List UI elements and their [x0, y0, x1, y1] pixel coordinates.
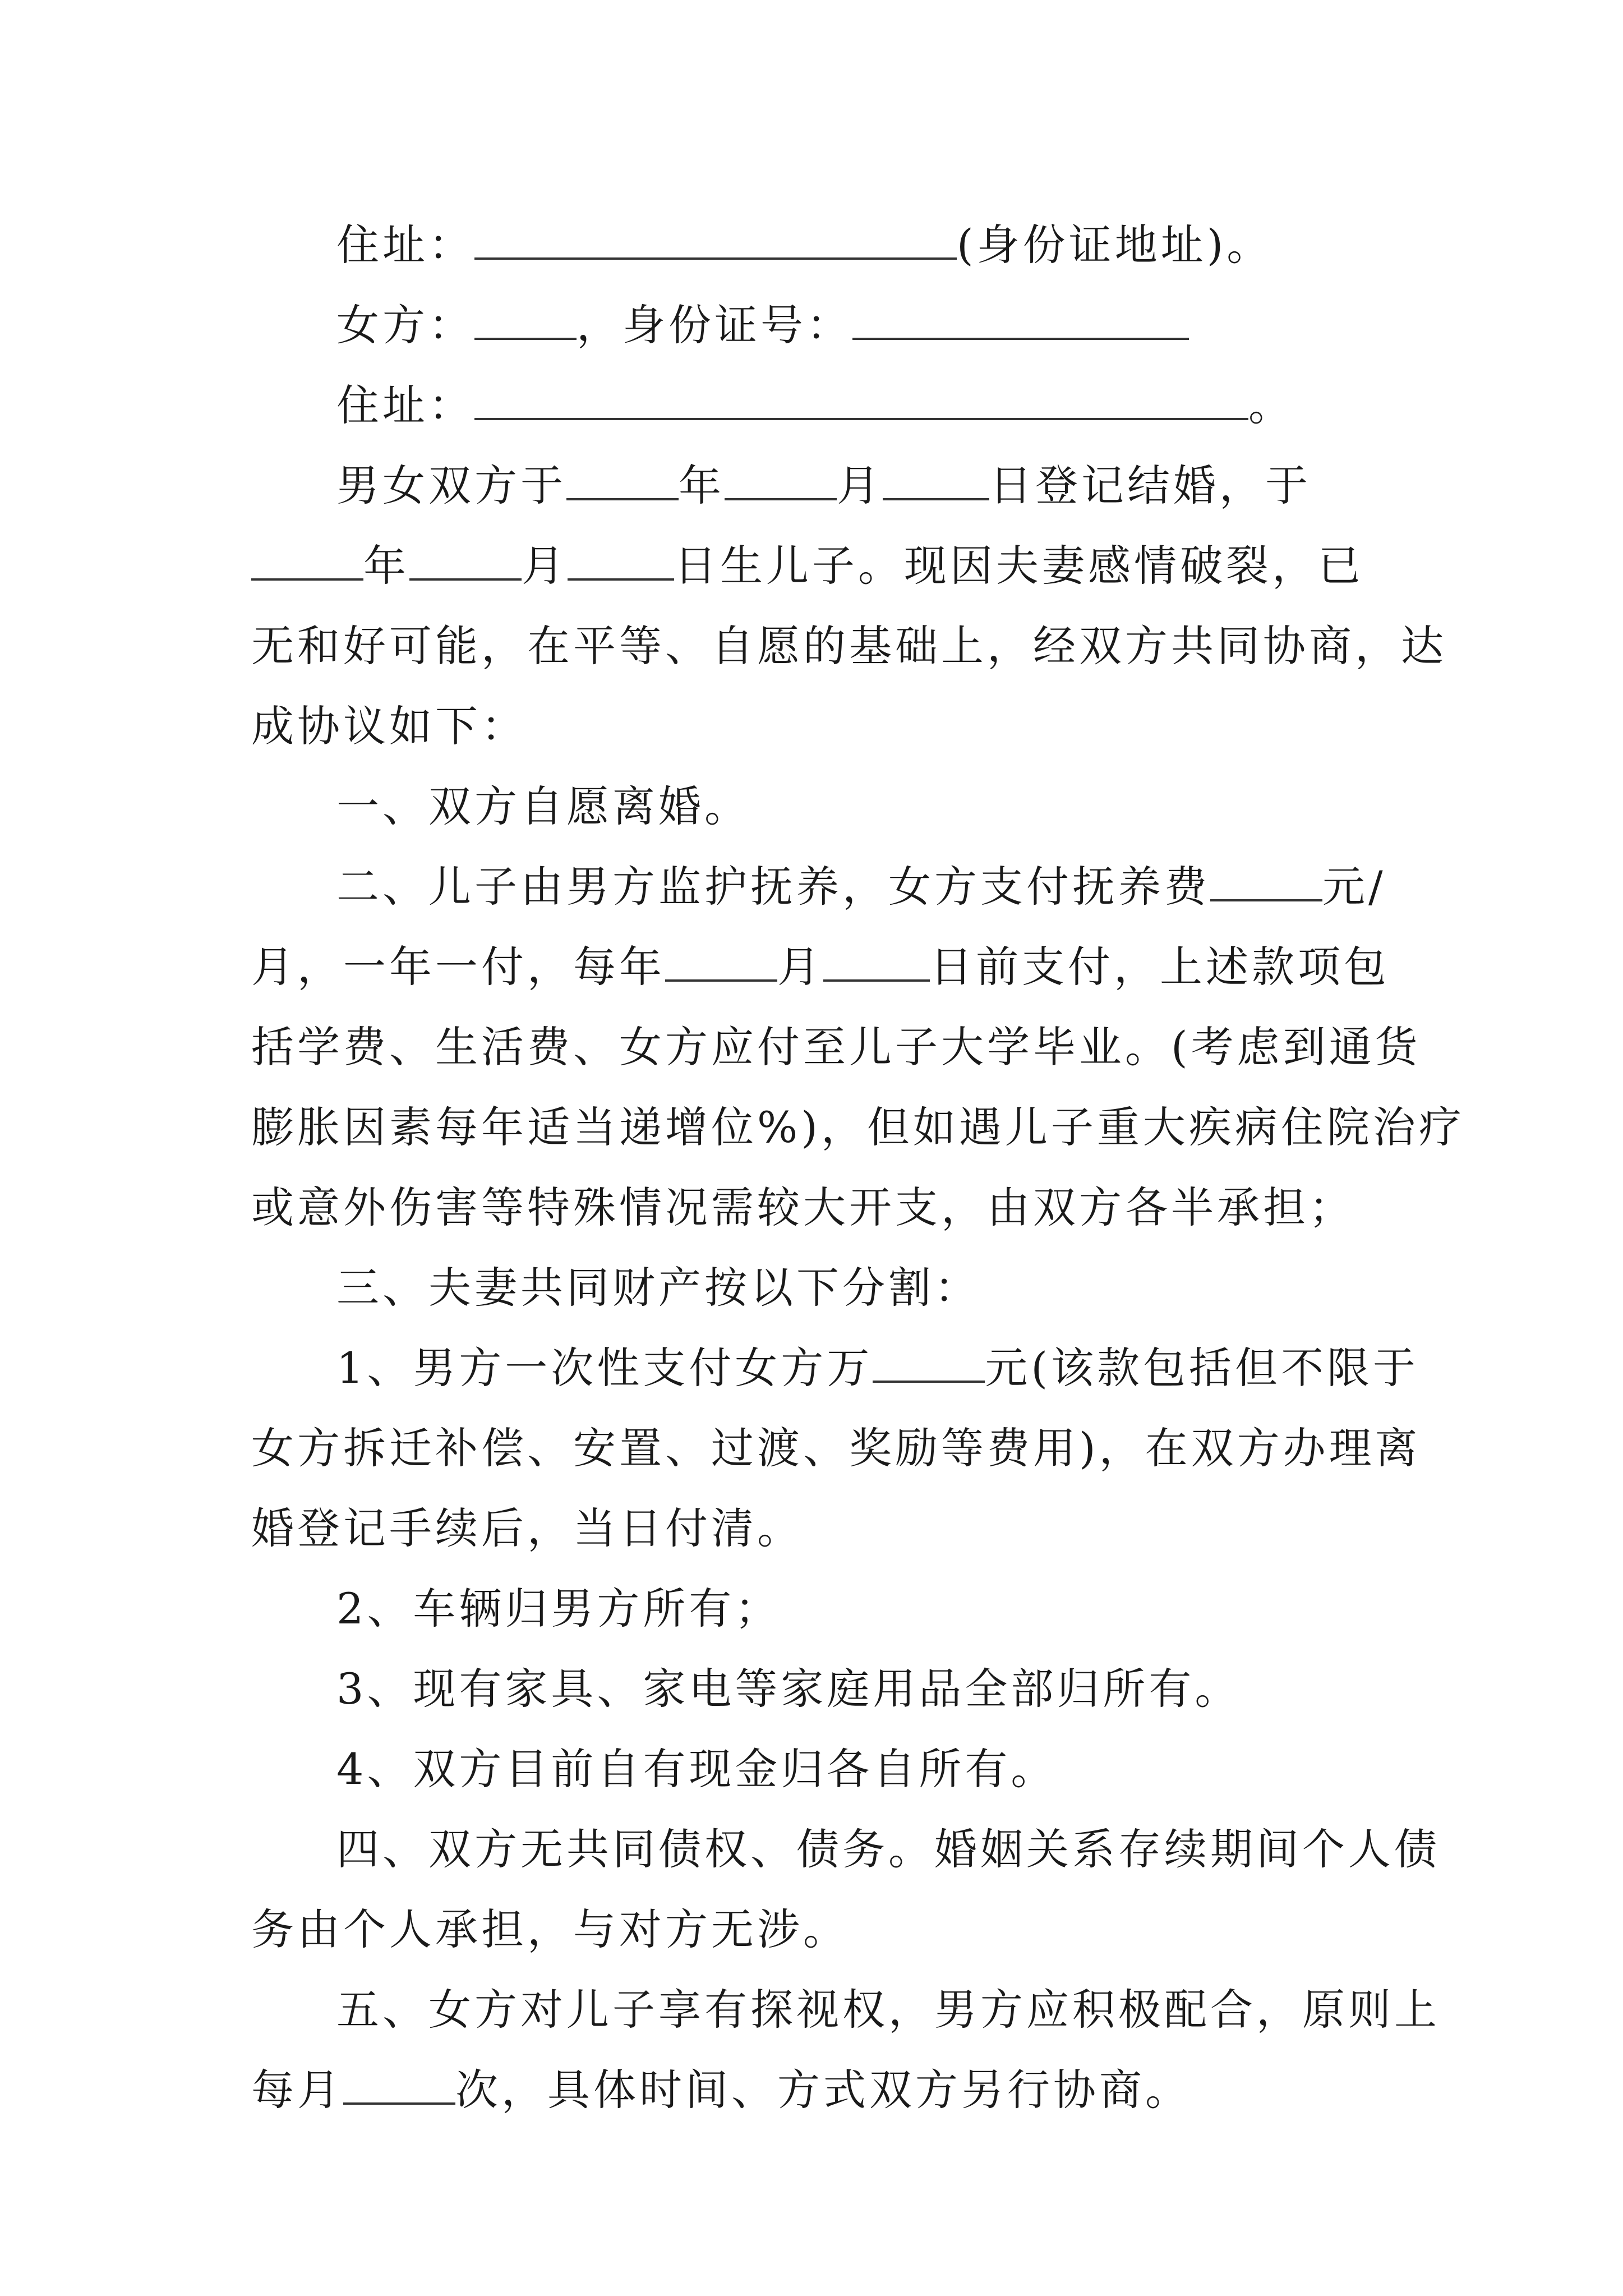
- male-address-line: [251, 205, 1384, 285]
- clause-3-3: 3、现有家具、家电等家庭用品全部归所有。: [336, 1664, 1241, 1714]
- lump-sum-blank[interactable]: [873, 1347, 985, 1383]
- clause-text: 日前支付，上述款项包: [930, 942, 1390, 992]
- clause-4-line-1: 四、双方无共同债权、债务。婚姻关系存续期间个人债: [336, 1824, 1440, 1874]
- clause-2-line-1: [251, 846, 1384, 927]
- female-address-label: 住址：: [336, 380, 474, 430]
- marriage-month-blank[interactable]: [725, 464, 837, 500]
- month-label: 月: [522, 541, 568, 591]
- year-label: 年: [363, 541, 409, 591]
- intro-text: 日生儿子。现因夫妻感情破裂，已: [674, 541, 1364, 591]
- clause-text: 二、儿子由男方监护抚养，女方支付抚养费: [336, 862, 1210, 912]
- clause-3-1-line-3: 婚登记手续后，当日付清。: [251, 1503, 803, 1553]
- intro-line-2: [251, 526, 1384, 606]
- intro-line-4: 成协议如下：: [251, 701, 527, 751]
- clause-3-1-line-2: 女方拆迁补偿、安置、过渡、奖励等费用)，在双方办理离: [251, 1423, 1421, 1473]
- clause-2-line-5: 或意外伤害等特殊情况需较大开支，由双方各半承担；: [251, 1182, 1355, 1232]
- female-id-blank[interactable]: [852, 304, 1189, 340]
- female-id-line: [251, 285, 1384, 365]
- clause-text: 月，一年一付，每年: [251, 942, 665, 992]
- day-label: 日登记结婚，于: [989, 461, 1311, 510]
- clause-text: 每月: [251, 2065, 343, 2115]
- clause-4-line-2: 务由个人承担，与对方无涉。: [251, 1904, 849, 1954]
- clause-text: 月: [777, 942, 823, 992]
- support-fee-blank[interactable]: [1210, 866, 1322, 901]
- payment-day-blank[interactable]: [823, 946, 930, 982]
- female-label: 女方：: [336, 300, 474, 350]
- female-address-suffix: 。: [1248, 380, 1294, 430]
- clauses-section: [251, 766, 1465, 2130]
- clause-2-line-3: 括学费、生活费、女方应付至儿子大学毕业。(考虑到通货: [251, 1022, 1421, 1072]
- birth-month-blank[interactable]: [409, 545, 522, 581]
- month-label: 月: [837, 461, 883, 510]
- intro-line-3: 无和好可能，在平等、自愿的基础上，经双方共同协商，达: [251, 621, 1447, 671]
- clause-1: 一、双方自愿离婚。: [336, 781, 750, 831]
- clause-3-2: 2、车辆归男方所有；: [336, 1584, 781, 1634]
- marriage-year-blank[interactable]: [566, 464, 679, 500]
- payment-month-blank[interactable]: [665, 946, 777, 982]
- birth-year-blank[interactable]: [251, 545, 363, 581]
- clause-2-line-4: 膨胀因素每年适当递增位%)，但如遇儿子重大疾病住院治疗: [251, 1102, 1465, 1152]
- male-address-suffix: (身份证地址)。: [957, 220, 1273, 270]
- male-address-blank[interactable]: [474, 224, 957, 260]
- clause-3-4: 4、双方目前自有现金归各自所有。: [336, 1744, 1057, 1794]
- clause-text: 元/: [1322, 862, 1386, 912]
- female-address-blank[interactable]: [474, 384, 1248, 420]
- birth-day-blank[interactable]: [568, 545, 674, 581]
- clause-3-1-line-1: [251, 1328, 1419, 1408]
- intro-text: 男女双方于: [336, 461, 566, 510]
- female-address-line: [251, 365, 1384, 445]
- clause-text: 元(该款包括但不限于: [985, 1343, 1419, 1393]
- marriage-day-blank[interactable]: [883, 464, 989, 500]
- male-address-label: 住址：: [336, 220, 474, 270]
- male-address-paragraph: [251, 205, 1384, 445]
- clause-text: 1、男方一次性支付女方万: [336, 1343, 873, 1393]
- visit-count-blank[interactable]: [343, 2069, 455, 2105]
- clause-5-line-2: [251, 2050, 1384, 2130]
- clause-5-line-1: 五、女方对儿子享有探视权，男方应积极配合，原则上: [336, 1985, 1440, 2035]
- year-label: 年: [679, 461, 725, 510]
- female-id-label: ，身份证号：: [577, 300, 852, 350]
- clause-2-line-2: [251, 927, 1390, 1007]
- clause-text: 次，具体时间、方式双方另行协商。: [455, 2065, 1191, 2115]
- female-name-blank[interactable]: [474, 304, 577, 340]
- intro-line-1: [251, 445, 1384, 526]
- intro-paragraph: [251, 445, 1447, 766]
- clause-3: 三、夫妻共同财产按以下分割：: [336, 1263, 980, 1313]
